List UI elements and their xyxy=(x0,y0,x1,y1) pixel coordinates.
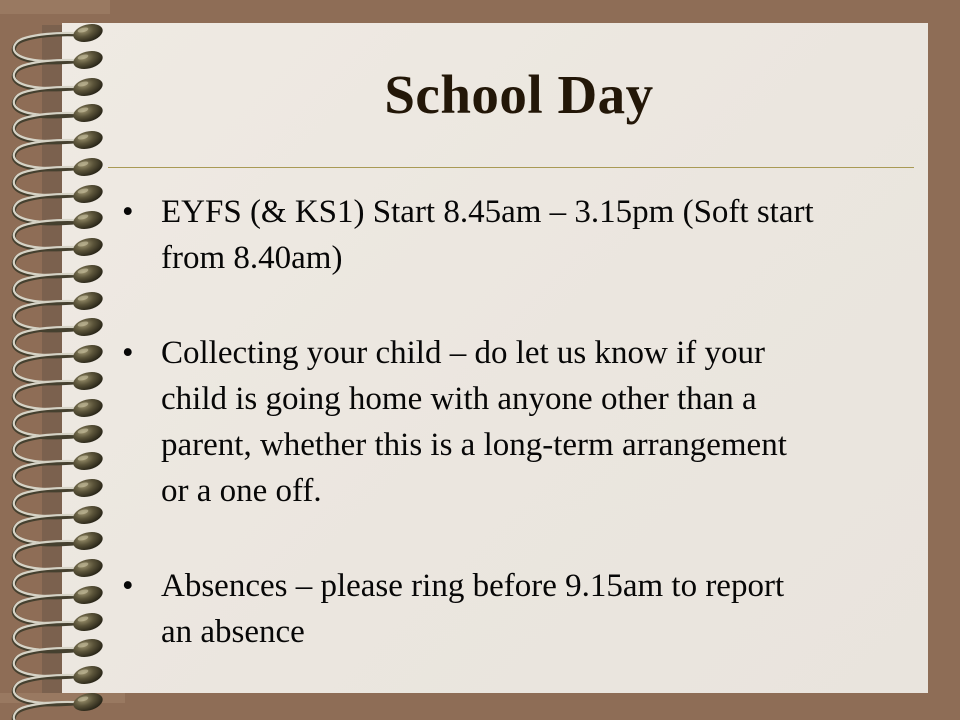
bullet-list xyxy=(120,189,920,704)
bullet-text: Collecting your child – do let us know if your child is going home with anyone other than a parent, whether this is a long-term arrangement or a one off. xyxy=(161,335,787,509)
bullet-marker: • xyxy=(122,335,134,371)
bullet-item-absences xyxy=(120,563,920,655)
bullet-marker: • xyxy=(122,194,134,230)
title-divider xyxy=(108,167,914,168)
bullet-text: EYFS (& KS1) Start 8.45am – 3.15pm (Soft start from 8.40am) xyxy=(161,194,814,276)
bullet-text: Absences – please ring before 9.15am to report an absence xyxy=(161,568,785,650)
bullet-item-collecting-child xyxy=(120,330,920,514)
slide-title: School Day xyxy=(384,64,654,125)
bullet-item-school-hours xyxy=(120,189,920,281)
bullet-marker: • xyxy=(122,568,134,604)
